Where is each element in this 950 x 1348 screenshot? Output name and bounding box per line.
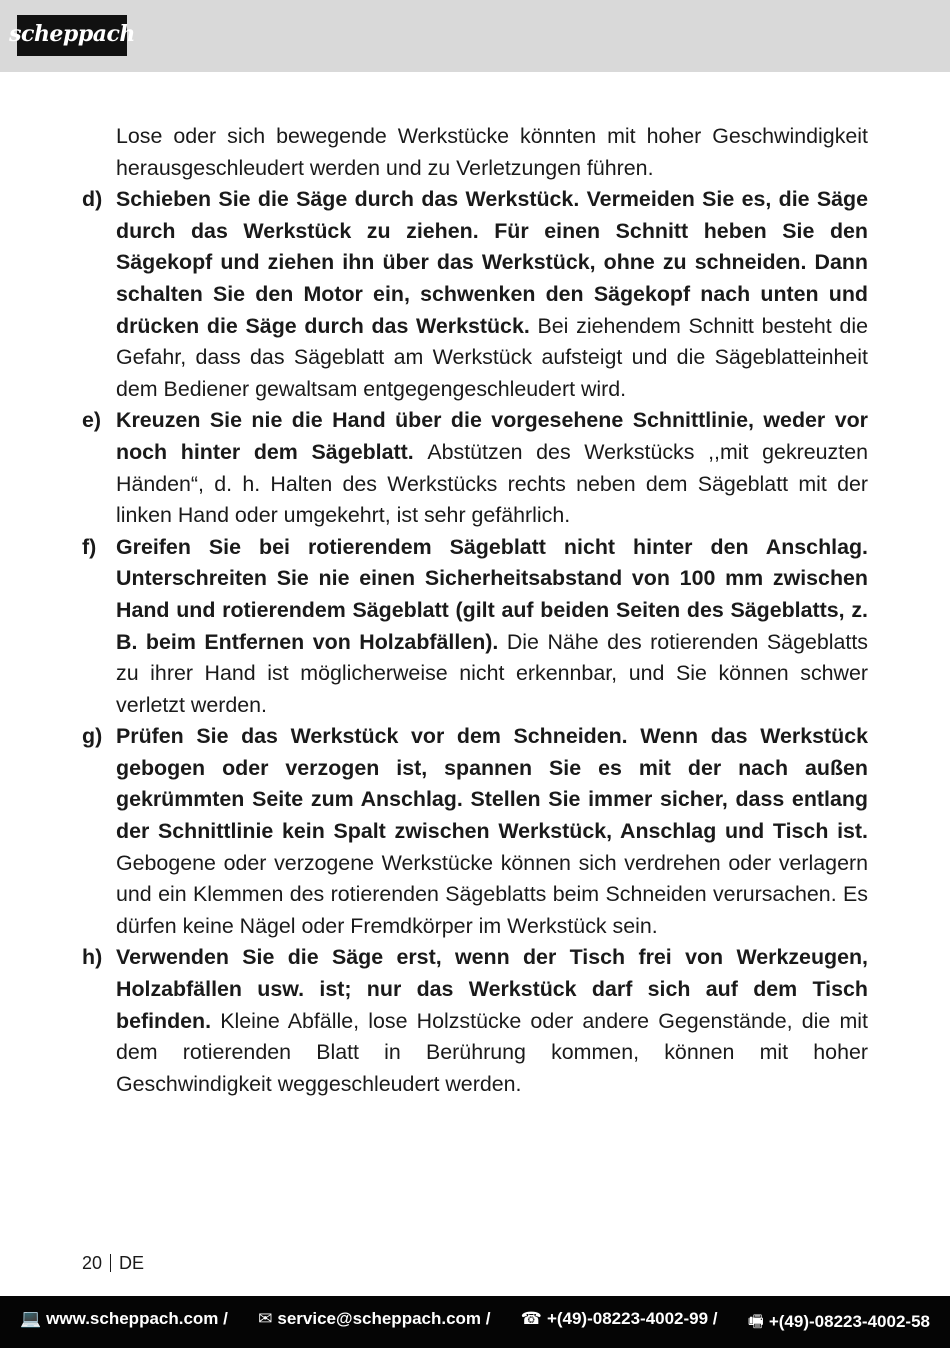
bold-instruction: Prüfen Sie das Werkstück vor dem Schneiden. Wenn das Werkstück gebogen oder verzogen ist, spannen Sie es mit der nach außen gekrümmten Seite zum Anschlag. Stellen Sie immer sicher, dass entlang der Schnittlinie kein Spalt zwischen Werkstück, Anschlag und Tisch ist. — [116, 724, 868, 844]
list-marker: g) — [82, 724, 103, 749]
explanation-text: Abstützen des Werkstücks ,,mit gekreuzten Händen“, d. h. Halten des Werkstücks rechts neben dem Sägeblatt mit der linken Hand oder umgekehrt, ist sehr gefährlich. — [116, 439, 868, 528]
page-footer — [82, 1253, 144, 1274]
continuation-paragraph — [82, 121, 868, 184]
bold-instruction: Kreuzen Sie nie die Hand über die vorgesehene Schnittlinie, weder vor noch hinter dem Sägeblatt. — [116, 408, 868, 464]
website-link[interactable] — [20, 1309, 228, 1338]
list-item-h — [82, 942, 868, 1100]
list-marker: d) — [82, 187, 103, 212]
document-body — [82, 121, 868, 1100]
list-marker: e) — [82, 408, 102, 433]
page-number: 20 — [82, 1253, 103, 1273]
explanation-text: Die Nähe des rotierenden Sägeblatts zu ihrer Hand ist möglicherweise nicht erkennbar, und Sie können schwer verletzt werden. — [116, 629, 868, 717]
mail-icon: ✉ — [258, 1309, 273, 1328]
email-link[interactable] — [258, 1309, 490, 1338]
list-item-f — [82, 532, 868, 722]
language-code: DE — [119, 1253, 145, 1273]
fax-number — [748, 1309, 930, 1338]
bold-instruction: Greifen Sie bei rotierendem Sägeblatt nicht hinter den Anschlag. Unterschreiten Sie nie einen Sicherheitsabstand von 100 mm zwischen Hand und rotierendem Sägeblatt (gilt auf beiden Seiten des Sägeblatts, z. B. beim Entfernen von Holzabfällen). — [116, 534, 868, 654]
bold-instruction: Schieben Sie die Säge durch das Werkstück. Vermeiden Sie es, die Säge durch das Werkstück zu ziehen. Für einen Schnitt heben Sie den Sägekopf und ziehen ihn über das Werkstück, ohne zu schneiden. Dann schalten Sie den Motor ein, schwenken den Sägekopf nach unten und drücken die Säge durch das Werkstück. — [116, 187, 868, 338]
paragraph-text: Lose oder sich bewegende Werkstücke könnten mit hoher Geschwindigkeit herausgeschleudert werden und zu Verletzungen führen. — [116, 124, 868, 180]
phone-link[interactable] — [521, 1309, 718, 1338]
scheppach-logo: scheppach — [17, 15, 127, 56]
email-text: service@scheppach.com / — [277, 1309, 491, 1328]
fax-icon: 🖷 — [747, 1312, 764, 1331]
list-item-g — [82, 721, 868, 942]
bold-instruction: Verwenden Sie die Säge erst, wenn der Tisch frei von Werkzeugen, Holzabfällen usw. ist; nur das Werkstück darf sich auf dem Tisch befinden. — [116, 945, 868, 1033]
computer-icon: 💻 — [20, 1309, 42, 1328]
divider — [110, 1254, 111, 1272]
header-bar — [0, 0, 950, 72]
contact-bar — [0, 1296, 950, 1348]
phone-icon: ☎ — [520, 1309, 542, 1328]
phone-text: +(49)-08223-4002-99 / — [546, 1309, 718, 1328]
list-item-e — [82, 405, 868, 531]
list-marker: h) — [82, 945, 103, 970]
explanation-text: Gebogene oder verzogene Werkstücke können sich verdrehen oder verlagern und ein Klemmen des rotierenden Sägeblatts beim Schneiden verursachen. Es dürfen keine Nägel oder Fremdkörper im Werkstück sein. — [116, 850, 868, 938]
explanation-text: Bei ziehendem Schnitt besteht die Gefahr, dass das Sägeblatt am Werkstück aufsteigt und die Sägeblatteinheit dem Bediener gewaltsam entgegengeschleudert wird. — [116, 313, 868, 401]
explanation-text: Kleine Abfälle, lose Holzstücke oder andere Gegenstände, die mit dem rotierenden Blatt in Berührung kommen, können mit hoher Geschwindigkeit weggeschleudert werden. — [116, 1008, 868, 1096]
list-marker: f) — [82, 534, 97, 559]
list-item-d — [82, 184, 868, 405]
website-text: www.scheppach.com / — [46, 1309, 228, 1328]
fax-text: +(49)-08223-4002-58 — [768, 1312, 930, 1331]
